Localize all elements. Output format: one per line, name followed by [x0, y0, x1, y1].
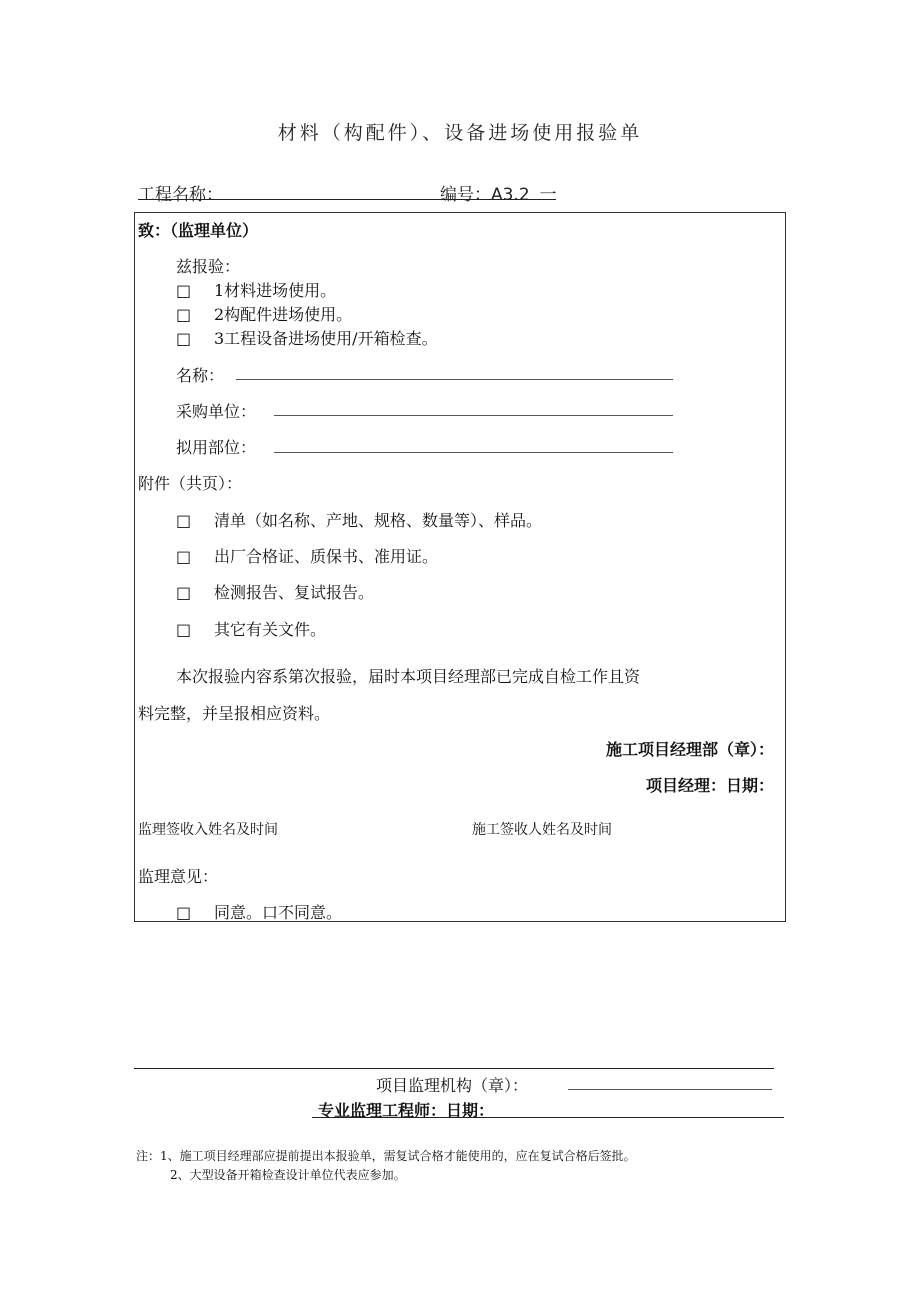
attachment-list[interactable]: □ 清单（如名称、产地、规格、数量等）、样品。 [176, 511, 543, 530]
field-location-underline [274, 452, 673, 453]
attachments-label: 附件（共页）： [138, 474, 243, 493]
field-name-underline [236, 379, 673, 380]
footer-divider-top [134, 1068, 774, 1069]
checkbox-icon[interactable]: □ [176, 511, 192, 530]
org-stamp-underline [568, 1089, 772, 1090]
attachment-report[interactable]: □ 检测报告、复试报告。 [176, 583, 375, 602]
page-title: 材料（构配件）、设备进场使用报验单 [277, 122, 643, 144]
pm-date-line: 项目经理：日期： [645, 776, 774, 795]
supervisor-sign-label: 监理签收入姓名及时间 [138, 822, 278, 838]
opinion-label: 监理意见： [138, 867, 219, 886]
contractor-dept-stamp: 施工项目经理部（章）： [605, 740, 774, 759]
checkbox-icon[interactable]: □ [176, 329, 192, 348]
field-location-label: 拟用部位： [176, 438, 257, 457]
addressee: 致：（监理单位） [138, 221, 259, 240]
note-1: 注：1、施工项目经理部应提前提出本报验单，需复试合格才能使用的，应在复试合格后签批。 [136, 1149, 636, 1163]
footer-divider-bottom [312, 1117, 784, 1118]
org-stamp-label: 项目监理机构（章）： [376, 1076, 529, 1095]
attachment-certificate[interactable]: □ 出厂合格证、质保书、准用证。 [176, 547, 439, 566]
project-name-label: 工程名称： [138, 185, 223, 205]
note-2: 2、大型设备开箱检查设计单位代表应参加。 [170, 1168, 406, 1182]
checkbox-icon[interactable]: □ [176, 547, 192, 566]
code-value: 编号：A3.2 [440, 185, 530, 205]
checkbox-icon[interactable]: □ [176, 281, 192, 300]
statement-line1: 本次报验内容系第次报验，届时本项目经理部已完成自检工作且资 [176, 667, 641, 686]
code-suffix: 一 [539, 185, 557, 205]
option-material[interactable]: □ 1材料进场使用。 [176, 281, 337, 300]
field-purchaser-label: 采购单位： [176, 402, 257, 421]
code-label [440, 180, 557, 205]
field-name-label: 名称： [176, 366, 225, 385]
checkbox-icon[interactable]: □ [176, 620, 192, 639]
statement-line2: 料完整，并呈报相应资料。 [138, 704, 331, 723]
engineer-date-line: 专业监理工程师：日期： [318, 1101, 495, 1120]
checkbox-icon[interactable]: □ [176, 583, 192, 602]
checkbox-icon[interactable]: □ [176, 903, 192, 922]
option-equipment[interactable]: □ 3工程设备进场使用/开箱检查。 [176, 329, 438, 348]
field-purchaser-underline [274, 415, 673, 416]
attachment-other[interactable]: □ 其它有关文件。 [176, 620, 327, 639]
option-component[interactable]: □ 2构配件进场使用。 [176, 305, 353, 324]
contractor-sign-label: 施工签收人姓名及时间 [472, 822, 612, 838]
checkbox-icon[interactable]: □ [176, 305, 192, 324]
opinion-choice[interactable]: □ 同意。口不同意。 [176, 903, 343, 922]
intro-text: 兹报验： [176, 257, 241, 276]
